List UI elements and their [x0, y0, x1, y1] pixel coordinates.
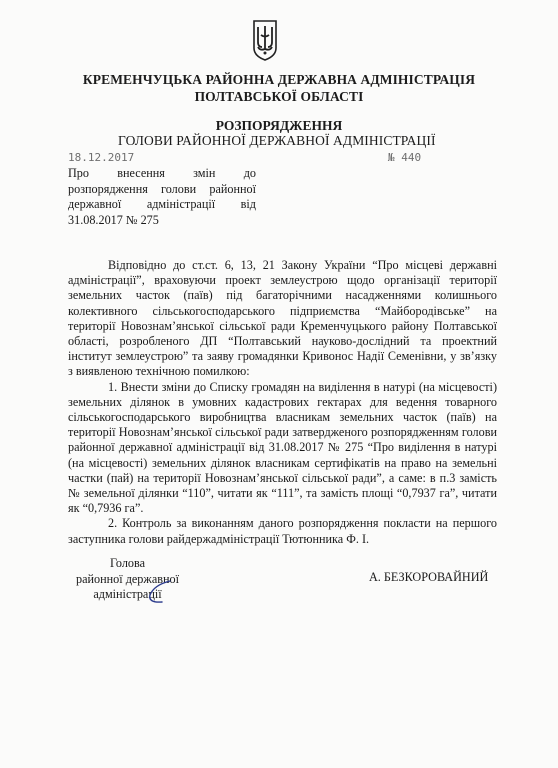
document-type: РОЗПОРЯДЖЕННЯ: [215, 118, 343, 133]
subject-line: 31.08.2017 № 275: [68, 212, 159, 227]
ink-mark-icon: [140, 577, 180, 607]
subject-line: розпорядження голови районної: [68, 181, 256, 196]
signatory-title-line: адміністрації: [93, 587, 162, 601]
body-paragraph-item-2: 2. Контроль за виконанням даного розпорядження покласти на першого заступника голови райдержадміністрації Тютюнника Ф. І.: [68, 516, 497, 546]
document-issuer: ГОЛОВИ РАЙОННОЇ ДЕРЖАВНОЇ АДМІНІСТРАЦІЇ: [118, 133, 436, 148]
body-paragraph-preamble: Відповідно до ст.ст. 6, 13, 21 Закону України “Про місцеві державні адміністрації”, враховуючи проект землеустрою щодо організації території земельних часток (паїв) під багаторічними насадженнями колишнього колективного сільськогосподарського підприємства “Майбородівське” на території Новознам’янської сільської ради Кременчуцького району Полтавської області, розробленого ДП “Полтавський науково-дослідний та проектний інститут землеустрою” та заяву громадянки Кривонос Надії Семенівни, у зв’язку з виявленою технічною помилкою:: [68, 258, 497, 379]
organization-region: ПОЛТАВСЬКОЇ ОБЛАСТІ: [194, 89, 364, 104]
document-subject: [68, 166, 256, 228]
body-paragraph-item-1: 1. Внести зміни до Списку громадян на виділення в натурі (на місцевості) земельних ділянок в умовних кадастрових гектарах для ведення товарного сільськогосподарського виробництва власникам земельних часток (паїв) на території Новознам’янської сільської ради затвердженого розпорядженням голови районної державної адміністрації від 31.08.2017 № 275 “Про виділення в натурі (на місцевості) земельних ділянок власникам сертифікатів на право на земельні частки (пай) на території Новознам’янської сільської ради”, а саме: в п.3 замість № земельної ділянки “110”, читати як “111”, та замість площі “0,7937 га”, читати як “0,7936 га”.: [68, 379, 497, 516]
document-number: № 440: [388, 151, 422, 164]
document-body: [68, 258, 497, 547]
subject-line: державної адміністрації від: [68, 197, 256, 212]
signatory-title-line: районної державної: [76, 571, 179, 586]
signatory-title-line: Голова: [109, 556, 146, 570]
signatory-name: А. БЕЗКОРОВАЙНИЙ: [369, 570, 489, 584]
organization-name: КРЕМЕНЧУЦЬКА РАЙОННА ДЕРЖАВНА АДМІНІСТРАЦІЯ: [82, 72, 476, 87]
trident-emblem-icon: [251, 18, 279, 62]
document-date: 18.12.2017: [68, 151, 135, 164]
subject-line: Про внесення змін до: [68, 166, 256, 180]
